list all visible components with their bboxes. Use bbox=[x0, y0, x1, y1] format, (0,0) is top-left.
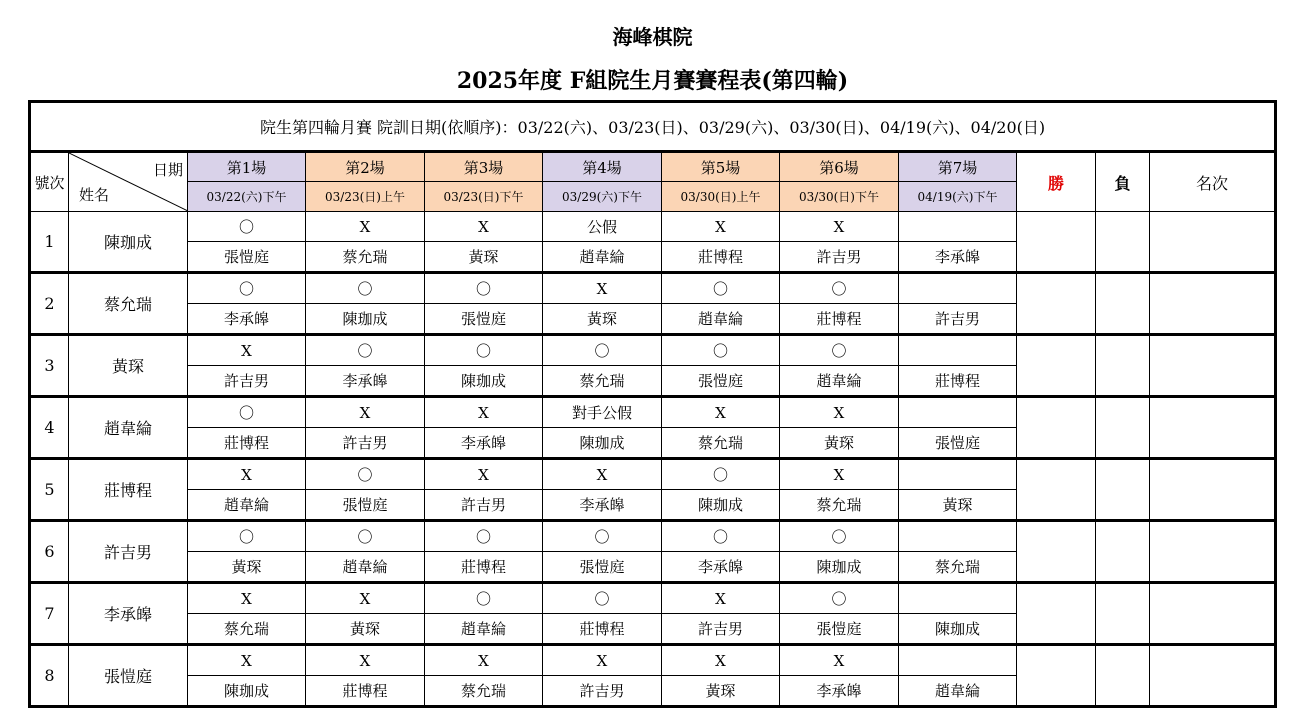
rank-cell bbox=[1150, 459, 1276, 521]
game-opponent: 趙韋綸 bbox=[662, 304, 780, 335]
player-name: 陳珈成 bbox=[69, 212, 188, 273]
schedule-title: 2025年度 F組院生月賽賽程表(第四輪) bbox=[456, 68, 849, 94]
game-result: 〇 bbox=[543, 521, 662, 552]
game-result: X bbox=[188, 583, 306, 614]
player-number: 5 bbox=[30, 459, 69, 521]
game-result: 〇 bbox=[543, 335, 662, 366]
game-opponent: 黃琛 bbox=[188, 552, 306, 583]
col-header-lose: 負 bbox=[1096, 152, 1150, 212]
player-row bbox=[30, 273, 1276, 304]
game-result bbox=[899, 645, 1017, 676]
game-opponent: 趙韋綸 bbox=[425, 614, 543, 645]
round-date-4: 03/29(六)下午 bbox=[543, 182, 662, 212]
game-result bbox=[899, 521, 1017, 552]
rank-cell bbox=[1150, 521, 1276, 583]
game-result: 〇 bbox=[306, 459, 425, 490]
player-row bbox=[30, 212, 1276, 242]
lose-cell bbox=[1096, 521, 1150, 583]
game-opponent: 許吉男 bbox=[662, 614, 780, 645]
game-opponent: 趙韋綸 bbox=[780, 366, 899, 397]
game-opponent: 莊博程 bbox=[780, 304, 899, 335]
game-opponent: 蔡允瑞 bbox=[306, 242, 425, 273]
game-opponent: 李承皞 bbox=[188, 304, 306, 335]
win-cell bbox=[1017, 212, 1096, 273]
player-number: 4 bbox=[30, 397, 69, 459]
game-result: 〇 bbox=[662, 521, 780, 552]
game-opponent: 蔡允瑞 bbox=[662, 428, 780, 459]
game-result: X bbox=[425, 459, 543, 490]
game-opponent: 莊博程 bbox=[425, 552, 543, 583]
game-result: 〇 bbox=[780, 273, 899, 304]
player-name: 黃琛 bbox=[69, 335, 188, 397]
game-result: 〇 bbox=[662, 335, 780, 366]
game-result: 〇 bbox=[188, 397, 306, 428]
lose-cell bbox=[1096, 645, 1150, 707]
player-number: 2 bbox=[30, 273, 69, 335]
player-name: 張愷庭 bbox=[69, 645, 188, 707]
game-result bbox=[899, 459, 1017, 490]
game-result: 〇 bbox=[425, 521, 543, 552]
lose-cell bbox=[1096, 459, 1150, 521]
round-header-5: 第5場 bbox=[662, 152, 780, 182]
game-opponent: 許吉男 bbox=[306, 428, 425, 459]
game-result: 〇 bbox=[425, 335, 543, 366]
game-opponent: 許吉男 bbox=[425, 490, 543, 521]
game-opponent: 許吉男 bbox=[780, 242, 899, 273]
game-opponent: 張愷庭 bbox=[780, 614, 899, 645]
game-opponent: 張愷庭 bbox=[662, 366, 780, 397]
game-opponent: 莊博程 bbox=[899, 366, 1017, 397]
game-opponent: 陳珈成 bbox=[425, 366, 543, 397]
game-result: X bbox=[306, 397, 425, 428]
game-result bbox=[899, 397, 1017, 428]
game-result: X bbox=[543, 459, 662, 490]
org-title: 海峰棋院 bbox=[612, 25, 693, 49]
game-result: X bbox=[306, 645, 425, 676]
game-result: 〇 bbox=[188, 273, 306, 304]
game-opponent: 許吉男 bbox=[899, 304, 1017, 335]
win-cell bbox=[1017, 521, 1096, 583]
game-opponent: 陳珈成 bbox=[780, 552, 899, 583]
game-result: 〇 bbox=[662, 459, 780, 490]
game-opponent: 莊博程 bbox=[306, 676, 425, 707]
win-cell bbox=[1017, 397, 1096, 459]
game-result: 〇 bbox=[306, 335, 425, 366]
player-number: 8 bbox=[30, 645, 69, 707]
game-result: X bbox=[188, 459, 306, 490]
game-result: X bbox=[662, 397, 780, 428]
player-row bbox=[30, 459, 1276, 490]
game-result: 〇 bbox=[780, 521, 899, 552]
col-header-date-name bbox=[69, 152, 188, 212]
player-name: 莊博程 bbox=[69, 459, 188, 521]
game-opponent: 陳珈成 bbox=[899, 614, 1017, 645]
player-row bbox=[30, 645, 1276, 676]
game-opponent: 趙韋綸 bbox=[899, 676, 1017, 707]
game-opponent: 黃琛 bbox=[425, 242, 543, 273]
game-opponent: 陳珈成 bbox=[306, 304, 425, 335]
game-result: X bbox=[543, 273, 662, 304]
lose-cell bbox=[1096, 212, 1150, 273]
rank-cell bbox=[1150, 212, 1276, 273]
player-row bbox=[30, 583, 1276, 614]
game-result: X bbox=[306, 583, 425, 614]
game-result: 〇 bbox=[188, 521, 306, 552]
player-name: 李承皞 bbox=[69, 583, 188, 645]
game-result bbox=[899, 335, 1017, 366]
game-result: X bbox=[188, 335, 306, 366]
game-opponent: 陳珈成 bbox=[543, 428, 662, 459]
player-number: 7 bbox=[30, 583, 69, 645]
col-header-rank: 名次 bbox=[1150, 152, 1276, 212]
round-header-3: 第3場 bbox=[425, 152, 543, 182]
rank-cell bbox=[1150, 583, 1276, 645]
game-opponent: 蔡允瑞 bbox=[899, 552, 1017, 583]
col-header-date: 日期 bbox=[152, 161, 183, 179]
game-result: 〇 bbox=[425, 273, 543, 304]
win-cell bbox=[1017, 335, 1096, 397]
player-row bbox=[30, 397, 1276, 428]
game-opponent: 蔡允瑞 bbox=[188, 614, 306, 645]
player-number: 1 bbox=[30, 212, 69, 273]
game-result: X bbox=[662, 645, 780, 676]
win-cell bbox=[1017, 273, 1096, 335]
game-opponent: 蔡允瑞 bbox=[543, 366, 662, 397]
game-result: X bbox=[780, 459, 899, 490]
game-opponent: 許吉男 bbox=[188, 366, 306, 397]
rank-cell bbox=[1150, 335, 1276, 397]
game-result: X bbox=[780, 397, 899, 428]
game-opponent: 陳珈成 bbox=[188, 676, 306, 707]
game-opponent: 張愷庭 bbox=[188, 242, 306, 273]
game-opponent: 莊博程 bbox=[662, 242, 780, 273]
game-opponent: 許吉男 bbox=[543, 676, 662, 707]
game-opponent: 張愷庭 bbox=[306, 490, 425, 521]
player-name: 許吉男 bbox=[69, 521, 188, 583]
game-result bbox=[899, 583, 1017, 614]
game-opponent: 張愷庭 bbox=[543, 552, 662, 583]
round-date-3: 03/23(日)下午 bbox=[425, 182, 543, 212]
round-header-1: 第1場 bbox=[188, 152, 306, 182]
player-row bbox=[30, 521, 1276, 552]
game-opponent: 黃琛 bbox=[306, 614, 425, 645]
player-number: 3 bbox=[30, 335, 69, 397]
rank-cell bbox=[1150, 645, 1276, 707]
player-row bbox=[30, 335, 1276, 366]
game-result: 〇 bbox=[425, 583, 543, 614]
game-result: 〇 bbox=[662, 273, 780, 304]
game-result: X bbox=[780, 645, 899, 676]
lose-cell bbox=[1096, 397, 1150, 459]
game-result: 〇 bbox=[780, 583, 899, 614]
game-opponent: 趙韋綸 bbox=[306, 552, 425, 583]
rank-cell bbox=[1150, 397, 1276, 459]
rank-cell bbox=[1150, 273, 1276, 335]
training-dates-info: 院生第四輪月賽 院訓日期(依順序)：03/22(六)、03/23(日)、03/29(六)、03/30(日)、04/19(六)、04/20(日) bbox=[30, 102, 1276, 152]
lose-cell bbox=[1096, 335, 1150, 397]
game-opponent: 李承皞 bbox=[306, 366, 425, 397]
game-opponent: 張愷庭 bbox=[899, 428, 1017, 459]
round-date-5: 03/30(日)上午 bbox=[662, 182, 780, 212]
game-result: X bbox=[425, 212, 543, 242]
game-result bbox=[899, 273, 1017, 304]
game-opponent: 黃琛 bbox=[662, 676, 780, 707]
game-result: X bbox=[188, 645, 306, 676]
round-date-1: 03/22(六)下午 bbox=[188, 182, 306, 212]
game-result: X bbox=[306, 212, 425, 242]
game-opponent: 趙韋綸 bbox=[188, 490, 306, 521]
game-result bbox=[899, 212, 1017, 242]
lose-cell bbox=[1096, 273, 1150, 335]
game-result: 公假 bbox=[543, 212, 662, 242]
game-result: 對手公假 bbox=[543, 397, 662, 428]
game-result: X bbox=[425, 397, 543, 428]
game-result: X bbox=[780, 212, 899, 242]
win-cell bbox=[1017, 583, 1096, 645]
win-cell bbox=[1017, 645, 1096, 707]
round-header-4: 第4場 bbox=[543, 152, 662, 182]
lose-cell bbox=[1096, 583, 1150, 645]
round-header-6: 第6場 bbox=[780, 152, 899, 182]
player-name: 蔡允瑞 bbox=[69, 273, 188, 335]
game-opponent: 莊博程 bbox=[188, 428, 306, 459]
game-opponent: 張愷庭 bbox=[425, 304, 543, 335]
player-number: 6 bbox=[30, 521, 69, 583]
game-opponent: 李承皞 bbox=[899, 242, 1017, 273]
round-date-6: 03/30(日)下午 bbox=[780, 182, 899, 212]
game-opponent: 陳珈成 bbox=[662, 490, 780, 521]
game-opponent: 蔡允瑞 bbox=[780, 490, 899, 521]
game-opponent: 黃琛 bbox=[899, 490, 1017, 521]
win-cell bbox=[1017, 459, 1096, 521]
game-result: 〇 bbox=[188, 212, 306, 242]
game-result: X bbox=[543, 645, 662, 676]
game-result: X bbox=[425, 645, 543, 676]
round-header-2: 第2場 bbox=[306, 152, 425, 182]
game-result: 〇 bbox=[780, 335, 899, 366]
game-opponent: 李承皞 bbox=[543, 490, 662, 521]
player-name: 趙韋綸 bbox=[69, 397, 188, 459]
game-result: 〇 bbox=[306, 273, 425, 304]
col-header-num: 號次 bbox=[30, 152, 69, 212]
game-opponent: 莊博程 bbox=[543, 614, 662, 645]
game-result: X bbox=[662, 212, 780, 242]
game-result: 〇 bbox=[306, 521, 425, 552]
schedule-table bbox=[28, 100, 1277, 708]
game-result: 〇 bbox=[543, 583, 662, 614]
round-date-7: 04/19(六)下午 bbox=[899, 182, 1017, 212]
game-result: X bbox=[662, 583, 780, 614]
game-opponent: 李承皞 bbox=[662, 552, 780, 583]
game-opponent: 李承皞 bbox=[780, 676, 899, 707]
game-opponent: 黃琛 bbox=[780, 428, 899, 459]
col-header-win: 勝 bbox=[1017, 152, 1096, 212]
game-opponent: 黃琛 bbox=[543, 304, 662, 335]
game-opponent: 李承皞 bbox=[425, 428, 543, 459]
game-opponent: 蔡允瑞 bbox=[425, 676, 543, 707]
round-date-2: 03/23(日)上午 bbox=[306, 182, 425, 212]
game-opponent: 趙韋綸 bbox=[543, 242, 662, 273]
round-header-7: 第7場 bbox=[899, 152, 1017, 182]
col-header-name: 姓名 bbox=[79, 186, 110, 204]
